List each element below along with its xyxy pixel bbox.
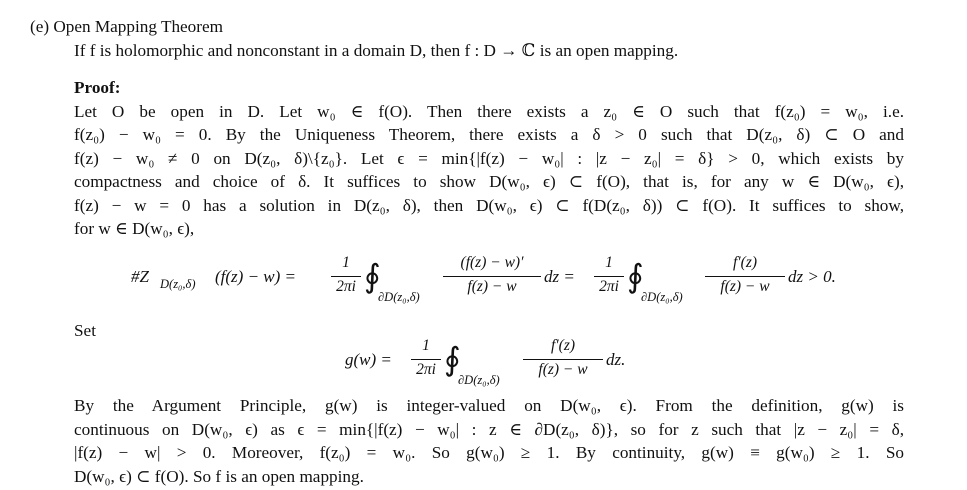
eq2-frac1-den: 2πi [416,361,436,378]
eq1-contour-integral-2-icon: ∮ [627,257,644,295]
eq1-frac4-den: f(z) − w [720,278,770,295]
set-label: Set [74,321,96,340]
section-title: (e) Open Mapping Theorem [30,17,223,36]
eq1-lhs-sub: D(z₀,δ) [160,277,196,291]
eq1-lhs: #Z [131,267,149,286]
eq1-frac1-den: 2πi [336,278,356,295]
para1-line-3: f(z) − w₀ ≠ 0 on D(z₀, δ)\{z₀}. Let ϵ = min{|f(z) − w₀| : |z − z₀| = δ} > 0, which exists by [74,149,904,168]
eq1-frac2-bar [443,276,541,277]
eq1-lhs-arg: (f(z) − w) = [215,267,297,286]
eq1-frac2-num: (f(z) − w)′ [460,254,524,271]
eq1-frac4-bar [705,276,785,277]
eq1-frac1-bar [331,276,361,277]
eq2-lhs: g(w) = [345,350,392,369]
para2-line-1: By the Argument Principle, g(w) is integer-valued on D(w₀, ϵ). From the definition, g(w) is [74,396,904,415]
para2-line-3: |f(z) − w| > 0. Moreover, f(z₀) = w₀. So g(w₀) ≥ 1. By continuity, g(w) ≡ g(w₀) ≥ 1. So [74,443,904,462]
eq2-frac2-den: f(z) − w [538,361,588,378]
eq1-tail: dz > 0. [788,267,836,286]
eq1-frac2-den: f(z) − w [467,278,517,295]
theorem-statement: If f is holomorphic and nonconstant in a domain D, then f : D → ℂ is an open mapping. [74,41,679,60]
eq2-frac2-num: f′(z) [550,337,576,354]
para1-line-6: for w ∈ D(w₀, ϵ), [74,219,195,238]
eq2-tail: dz. [606,350,626,369]
eq1-frac4-num: f′(z) [732,254,758,271]
eq2-frac1-num: 1 [422,337,430,354]
eq1-contour-sub-2: ∂D(z₀,δ) [641,290,683,304]
para1-line-4: compactness and choice of δ. It suffices to show D(w₀, ϵ) ⊂ f(O), that is, for any w ∈ D(w₀, ϵ), [74,172,904,191]
eq1-frac3-num: 1 [605,254,613,271]
eq1-frac1-num: 1 [342,254,350,271]
eq1-contour-sub: ∂D(z₀,δ) [378,290,420,304]
eq2-frac2-bar [523,359,603,360]
eq1-frac3-bar [594,276,624,277]
eq1-frac3-den: 2πi [599,278,619,295]
eq2-contour-sub: ∂D(z₀,δ) [458,373,500,387]
para2-line-2: continuous on D(w₀, ϵ) as ϵ = min{|f(z) − w₀| : z ∈ ∂D(z₀, δ)}, so for z such that |z − z₀| = δ, [74,420,904,439]
proof-label: Proof: [74,78,121,97]
eq1-contour-integral-icon: ∮ [364,257,381,295]
eq1-mid: dz = [544,267,575,286]
eq2-contour-integral-icon: ∮ [444,340,461,378]
para1-line-2: f(z₀) − w₀ = 0. By the Uniqueness Theorem, there exists a δ > 0 such that D(z₀, δ) ⊂ O and [74,125,904,144]
para1-line-5: f(z) − w = 0 has a solution in D(z₀, δ), then D(w₀, ϵ) ⊂ f(D(z₀, δ)) ⊂ f(O). It suffices to show, [74,196,904,215]
eq2-frac1-bar [411,359,441,360]
para2-line-4: D(w₀, ϵ) ⊂ f(O). So f is an open mapping. [74,467,364,486]
para1-line-1: Let O be open in D. Let w₀ ∈ f(O). Then there exists a z₀ ∈ O such that f(z₀) = w₀, i.e. [74,102,904,121]
